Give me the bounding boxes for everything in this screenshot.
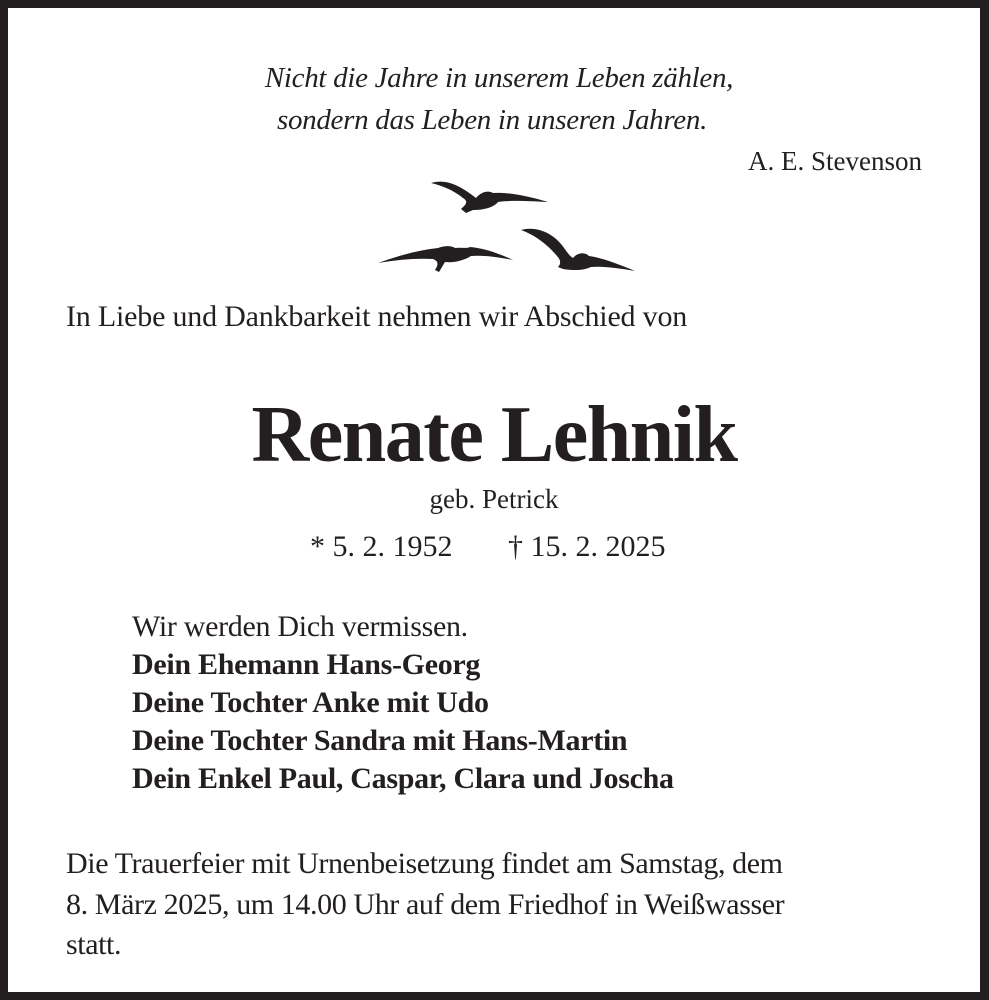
service-notice-line: 8. März 2025, um 14.00 Uhr auf dem Friedhof in Weißwasser <box>66 887 785 921</box>
family-message: Wir werden Dich vermissen. <box>132 610 468 643</box>
family-member: Dein Enkel Paul, Caspar, Clara und Joscha <box>132 762 674 795</box>
death-date: † 15. 2. 2025 <box>508 530 666 563</box>
birth-date: * 5. 2. 1952 <box>310 530 453 563</box>
family-member: Dein Ehemann Hans-Georg <box>132 648 481 681</box>
quote-author: A. E. Stevenson <box>748 146 922 176</box>
family-member: Deine Tochter Anke mit Udo <box>132 686 489 719</box>
family-member: Deine Tochter Sandra mit Hans-Martin <box>132 724 628 757</box>
service-notice-line: statt. <box>66 928 122 961</box>
family-block <box>132 608 674 798</box>
quote-line-1: Nicht die Jahre in unserem Leben zählen, <box>264 62 734 94</box>
farewell-intro: In Liebe und Dankbarkeit nehmen wir Abschied von <box>66 300 688 333</box>
flying-birds-icon <box>363 168 643 283</box>
service-notice <box>66 844 784 966</box>
quote-line-2: sondern das Leben in unseren Jahren. <box>276 104 708 136</box>
maiden-name: geb. Petrick <box>429 484 559 514</box>
service-notice-line: Die Trauerfeier mit Urnenbeisetzung findet am Samstag, dem <box>66 847 783 880</box>
deceased-name: Renate Lehnik <box>251 391 737 479</box>
obituary-card <box>8 8 980 992</box>
